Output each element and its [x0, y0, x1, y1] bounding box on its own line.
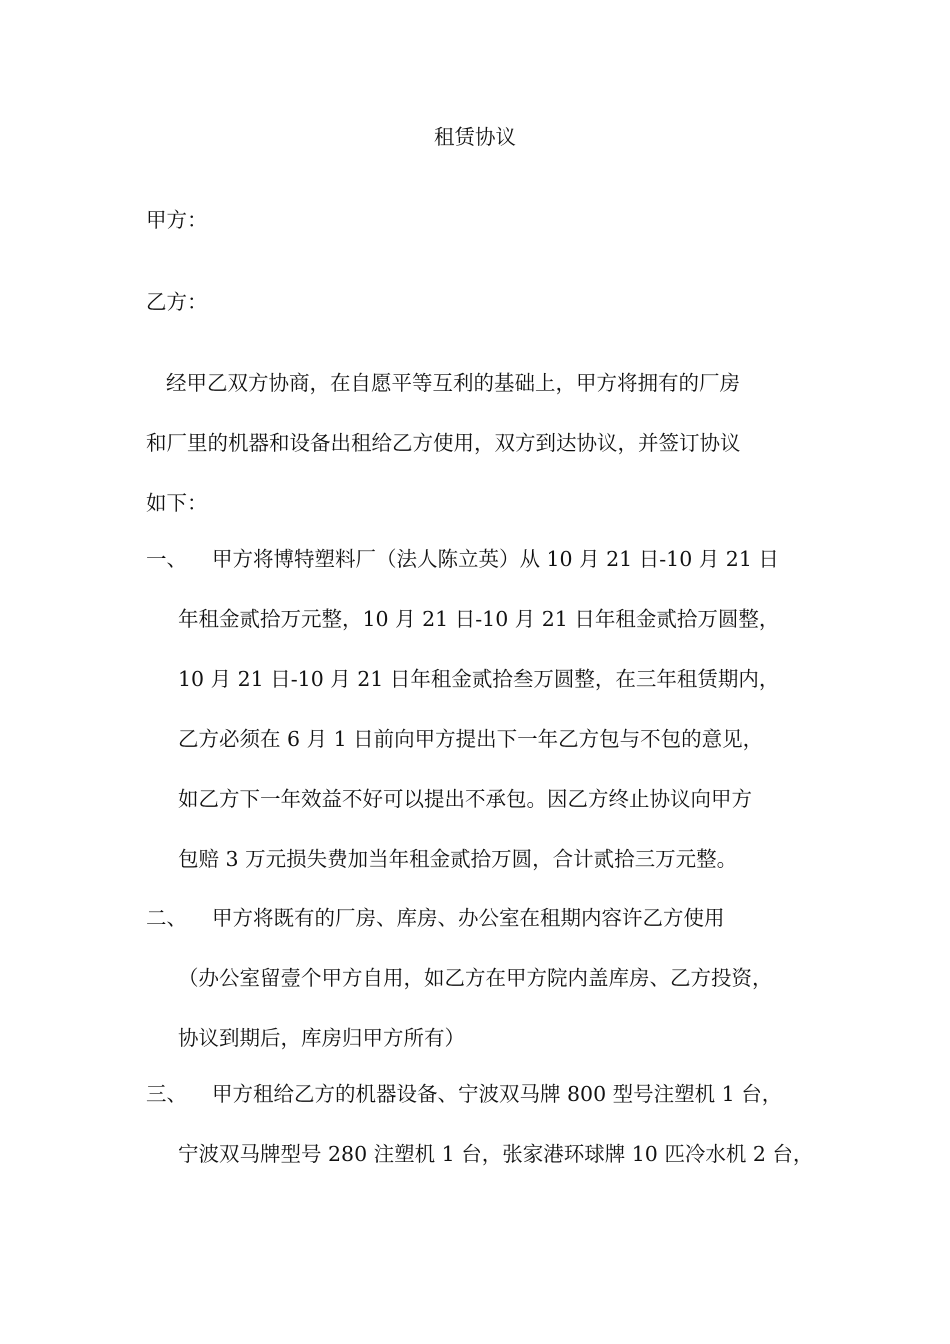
clause-number: 一、 [146, 547, 187, 571]
intro-line: 如下： [146, 491, 208, 515]
clause-line: 乙方必须在 6 月 1 日前向甲方提出下一年乙方包与不包的意见， [178, 727, 764, 751]
clause-line: 甲方将博特塑料厂（法人陈立英）从 10 月 21 日-10 月 21 日 [212, 547, 779, 571]
intro-line: 和厂里的机器和设备出租给乙方使用，双方到达协议，并签订协议 [146, 431, 741, 455]
intro-line: 经甲乙双方协商，在自愿平等互利的基础上，甲方将拥有的厂房 [166, 371, 740, 395]
clause-line: 甲方将既有的厂房、库房、办公室在租期内容许乙方使用 [212, 906, 725, 930]
clause-line: 甲方租给乙方的机器设备、宁波双马牌 800 型号注塑机 1 台， [212, 1082, 783, 1106]
clause-number: 三、 [146, 1082, 187, 1106]
clause-line: 10 月 21 日-10 月 21 日年租金贰拾叁万圆整，在三年租赁期内， [178, 667, 780, 691]
document-title: 租赁协议 [434, 125, 516, 149]
clause-line: 年租金贰拾万元整，10 月 21 日-10 月 21 日年租金贰拾万圆整， [178, 607, 780, 631]
clause-line: （办公室留壹个甲方自用，如乙方在甲方院内盖库房、乙方投资， [178, 966, 773, 990]
clause-number: 二、 [146, 906, 187, 930]
party-b-label: 乙方： [146, 290, 208, 314]
clause-line: 包赔 3 万元损失费加当年租金贰拾万圆，合计贰拾三万元整。 [178, 847, 738, 871]
clause-line: 协议到期后，库房归甲方所有） [178, 1026, 465, 1050]
party-a-label: 甲方： [146, 208, 208, 232]
clause-line: 如乙方下一年效益不好可以提出不承包。因乙方终止协议向甲方 [178, 787, 752, 811]
clause-line: 宁波双马牌型号 280 注塑机 1 台，张家港环球牌 10 匹冷水机 2 台， [178, 1142, 814, 1166]
